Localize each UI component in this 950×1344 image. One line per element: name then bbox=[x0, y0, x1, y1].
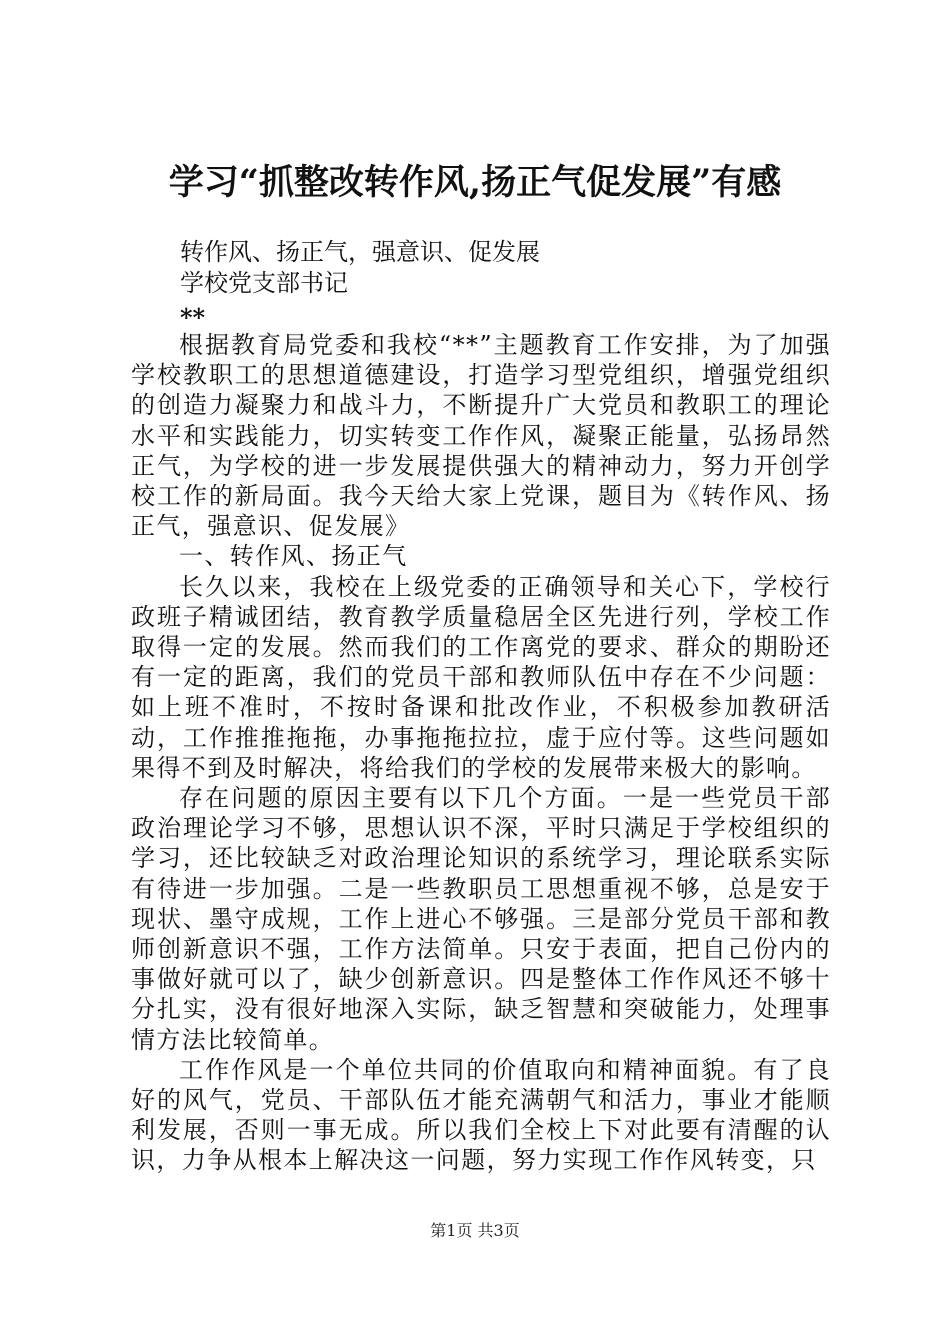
paragraph: 长久以来，我校在上级党委的正确领导和关心下，学校行政班子精诚团结，教育教学质量稳居全区先进行列，学校工作取得一定的发展。然而我们的工作离党的要求、群众的期盼还有一定的距离，我们的党员干部和教师队伍中存在不少问题：如上班不准时，不按时备课和批改作业，不积极参加教研活动，工作推推拖拖，办事拖拖拉拉，虚于应付等。这些问题如果得不到及时解决，将给我们的学校的发展带来极大的影响。 bbox=[131, 572, 831, 782]
section-heading: 一、转作风、扬正气 bbox=[179, 542, 408, 571]
paragraph-intro: 根据教育局党委和我校“**”主题教育工作安排，为了加强学校教职工的思想道德建设，打造学习型党组织，增强党组织的创造力凝聚力和战斗力，不断提升广大党员和教职工的理论水平和实践能力，切实转变工作作风，凝聚正能量，弘扬昂然正气，为学校的进一步发展提供强大的精神动力，努力开创学校工作的新局面。我今天给大家上党课，题目为《转作风、扬正气，强意识、促发展》 bbox=[131, 331, 831, 541]
paragraph: 工作作风是一个单位共同的价值取向和精神面貌。有了良好的风气，党员、干部队伍才能充满朝气和活力，事业才能顺利发展，否则一事无成。所以我们全校上下对此要有清醒的认识，力争从根本上解决这一问题，努力实现工作作风转变，只 bbox=[131, 1055, 831, 1175]
document-body bbox=[131, 330, 831, 1176]
page-number: 第1页 共3页 bbox=[430, 1221, 520, 1240]
document-title: 学习“抓整改转作风,扬正气促发展”有感 bbox=[168, 162, 782, 203]
paragraph: 存在问题的原因主要有以下几个方面。一是一些党员干部政治理论学习不够，思想认识不深，平时只满足于学校组织的学习，还比较缺乏对政治理论知识的系统学习，理论联系实际有待进一步加强。二是一些教职员工思想重视不够，总是安于现状、墨守成规，工作上进心不够强。三是部分党员干部和教师创新意识不强，工作方法简单。只安于表面，把自己份内的事做好就可以了，缺少创新意识。四是整体工作作风还不够十分扎实，没有很好地深入实际，缺乏智慧和突破能力，处理事情方法比较简单。 bbox=[131, 784, 831, 1054]
document-subtitle: 转作风、扬正气，强意识、促发展 bbox=[180, 238, 540, 266]
author-role: 学校党支部书记 bbox=[180, 269, 348, 297]
author-name: ** bbox=[180, 303, 206, 332]
